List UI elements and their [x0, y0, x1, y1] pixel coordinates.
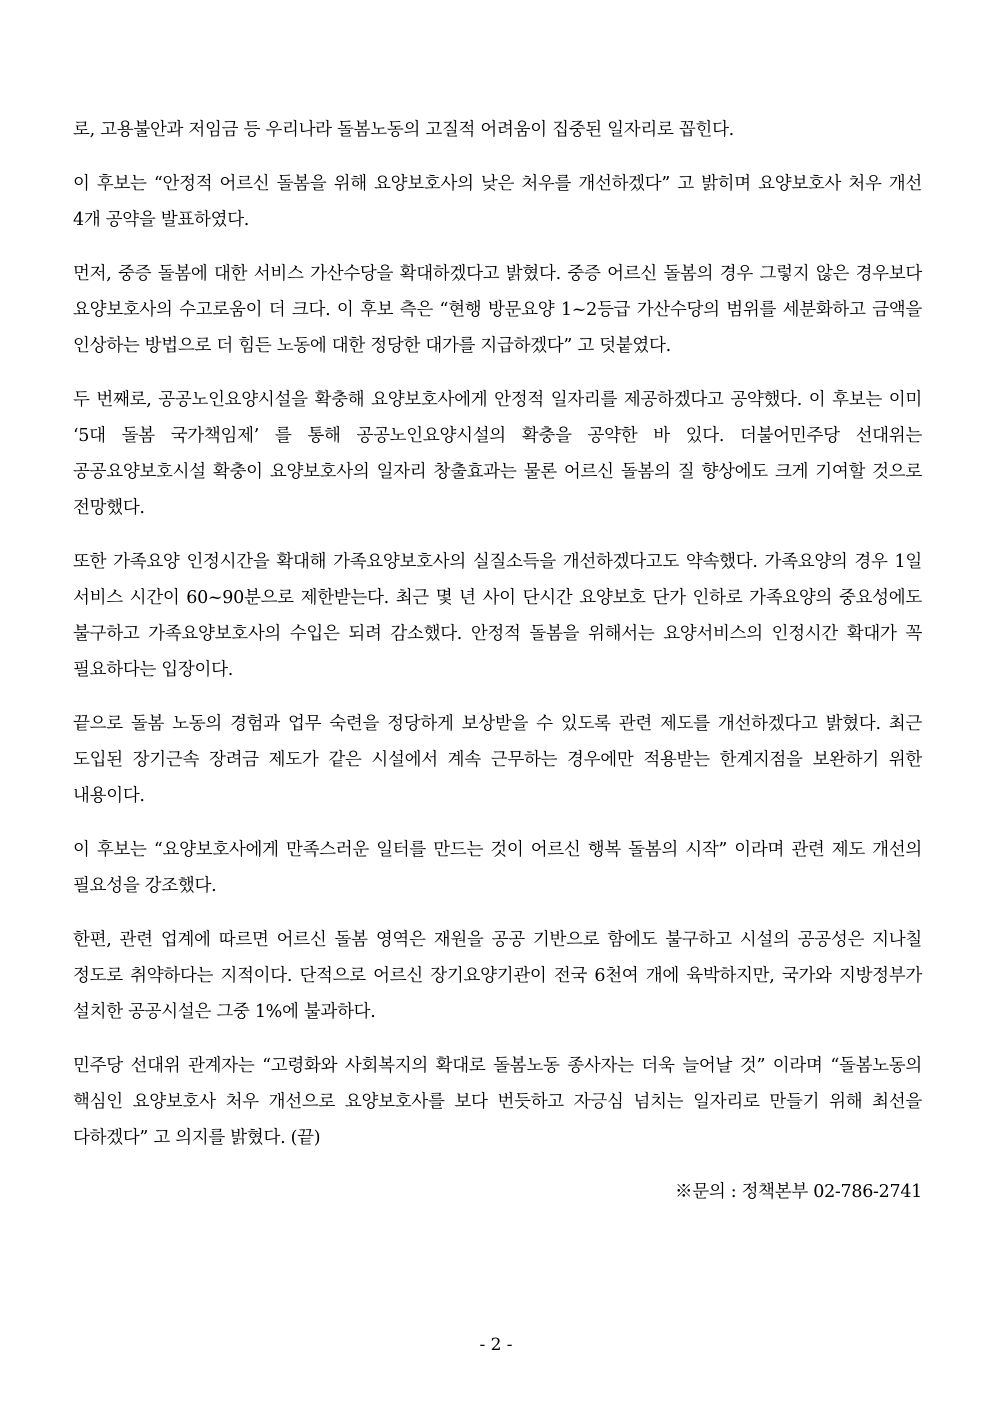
paragraph-9: 민주당 선대위 관계자는 “고령화와 사회복지의 확대로 돌봄노동 종사자는 더욱 늘어날 것” 이라며 “돌봄노동의 핵심인 요양보호사 처우 개선으로 요양보호사를 보다 번듯하고 자긍심 넘치는 일자리로 만들기 위해 최선을 다하겠다” 고 의지를 밝혔다. (끝)	[73, 1056, 922, 1148]
paragraph-8: 한편, 관련 업계에 따르면 어르신 돌봄 영역은 재원을 공공 기반으로 함에도 불구하고 시설의 공공성은 지나칠 정도로 취약하다는 지적이다. 단적으로 어르신 장기요양기관이 전국 6천여 개에 육박하지만, 국가와 지방정부가 설치한 공공시설은 그중 1%에 불과하다.	[73, 930, 922, 1022]
paragraph-5: 또한 가족요양 인정시간을 확대해 가족요양보호사의 실질소득을 개선하겠다고도 약속했다. 가족요양의 경우 1일 서비스 시간이 60~90분으로 제한받는다. 최근 몇 년 사이 단시간 요양보호 단가 인하로 가족요양의 중요성에도 불구하고 가족요양보호사의 수입은 되려 감소했다. 안정적 돌봄을 위해서는 요양서비스의 인정시간 확대가 꼭 필요하다는 입장이다.	[73, 552, 922, 680]
contact-info: ※문의 : 정책본부 02-786-2741	[675, 1182, 922, 1202]
paragraph-4: 두 번째로, 공공노인요양시설을 확충해 요양보호사에게 안정적 일자리를 제공하겠다고 공약했다. 이 후보는 이미 ‘5대 돌봄 국가책임제’ 를 통해 공공노인요양시설의 확충을 공약한 바 있다. 더불어민주당 선대위는 공공요양보호시설 확충이 요양보호사의 일자리 창출효과는 물론 어르신 돌봄의 질 향상에도 크게 기여할 것으로 전망했다.	[73, 390, 922, 518]
paragraph-7: 이 후보는 “요양보호사에게 만족스러운 일터를 만드는 것이 어르신 행복 돌봄의 시작” 이라며 관련 제도 개선의 필요성을 강조했다.	[73, 840, 922, 896]
paragraph-3: 먼저, 중증 돌봄에 대한 서비스 가산수당을 확대하겠다고 밝혔다. 중증 어르신 돌봄의 경우 그렇지 않은 경우보다 요양보호사의 수고로움이 더 크다. 이 후보 측은 “현행 방문요양 1~2등급 가산수당의 범위를 세분화하고 금액을 인상하는 방법으로 더 힘든 노동에 대한 정당한 대가를 지급하겠다” 고 덧붙였다.	[73, 264, 922, 356]
paragraph-1: 로, 고용불안과 저임금 등 우리나라 돌봄노동의 고질적 어려움이 집중된 일자리로 꼽힌다.	[73, 120, 734, 140]
document-body	[73, 112, 922, 1210]
page-number: - 2 -	[479, 1335, 513, 1355]
paragraph-2: 이 후보는 “안정적 어르신 돌봄을 위해 요양보호사의 낮은 처우를 개선하겠다” 고 밝히며 요양보호사 처우 개선 4개 공약을 발표하였다.	[73, 174, 922, 230]
paragraph-6: 끝으로 돌봄 노동의 경험과 업무 숙련을 정당하게 보상받을 수 있도록 관련 제도를 개선하겠다고 밝혔다. 최근 도입된 장기근속 장려금 제도가 같은 시설에서 계속 근무하는 경우에만 적용받는 한계지점을 보완하기 위한 내용이다.	[73, 714, 922, 806]
